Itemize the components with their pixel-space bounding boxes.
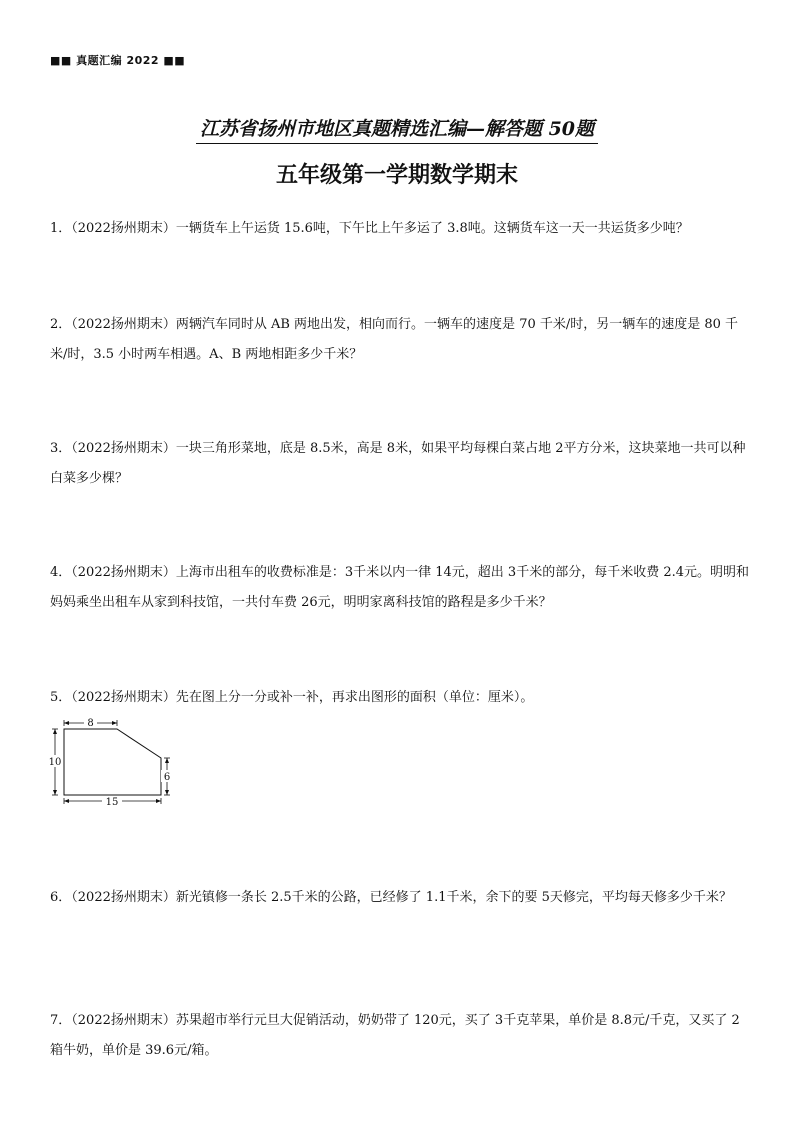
figure-label-left: 10 [48, 757, 62, 768]
question-2: 2．（2022扬州期末）两辆汽车同时从 AB 两地出发，相向而行。一辆车的速度是 70 千米/时，另一辆车的速度是 80 千米/时，3.5 小时两车相遇。A、B 两地相距多少千米？ [50, 317, 739, 362]
question-3: 3．（2022扬州期末）一块三角形菜地，底是 8.5米，高是 8米，如果平均每棵白菜占地 2平方分米，这块菜地一共可以种白菜多少棵？ [50, 441, 746, 486]
sub-title: 五年级第一学期数学期末 [275, 162, 518, 188]
main-title-text: 江苏省扬州市地区真题精选汇编—解答题 50题 [196, 118, 598, 144]
figure-label-top: 8 [87, 718, 94, 729]
figure-pentagon [64, 729, 161, 795]
figure-shape-diagram [44, 712, 184, 812]
question-5: 5．（2022扬州期末）先在图上分一分或补一补，再求出图形的面积（单位：厘米）。 [50, 690, 534, 705]
question-6: 6．（2022扬州期末）新光镇修一条长 2.5千米的公路，已经修了 1.1千米，余下的要 5天修完，平均每天修多少千米？ [50, 890, 732, 905]
figure-label-right: 6 [163, 772, 171, 783]
question-7: 7．（2022扬州期末）苏果超市举行元旦大促销活动，奶奶带了 120元，买了 3千克苹果，单价是 8.8元/千克，又买了 2箱牛奶，单价是 39.6元/箱。 [50, 1013, 740, 1058]
question-1: 1．（2022扬州期末）一辆货车上午运货 15.6吨，下午比上午多运了 3.8吨。这辆货车这一天一共运货多少吨？ [50, 221, 689, 236]
header-tag: ■■ 真题汇编 2022 ■■ [50, 54, 186, 67]
main-title [0, 114, 794, 141]
question-4: 4．（2022扬州期末）上海市出租车的收费标准是：3千米以内一律 14元，超出 3千米的部分，每千米收费 2.4元。明明和妈妈乘坐出租车从家到科技馆，一共付车费 26元，明明家离科技馆的路程是多少千米？ [50, 565, 750, 610]
figure-label-bottom: 15 [105, 797, 119, 808]
